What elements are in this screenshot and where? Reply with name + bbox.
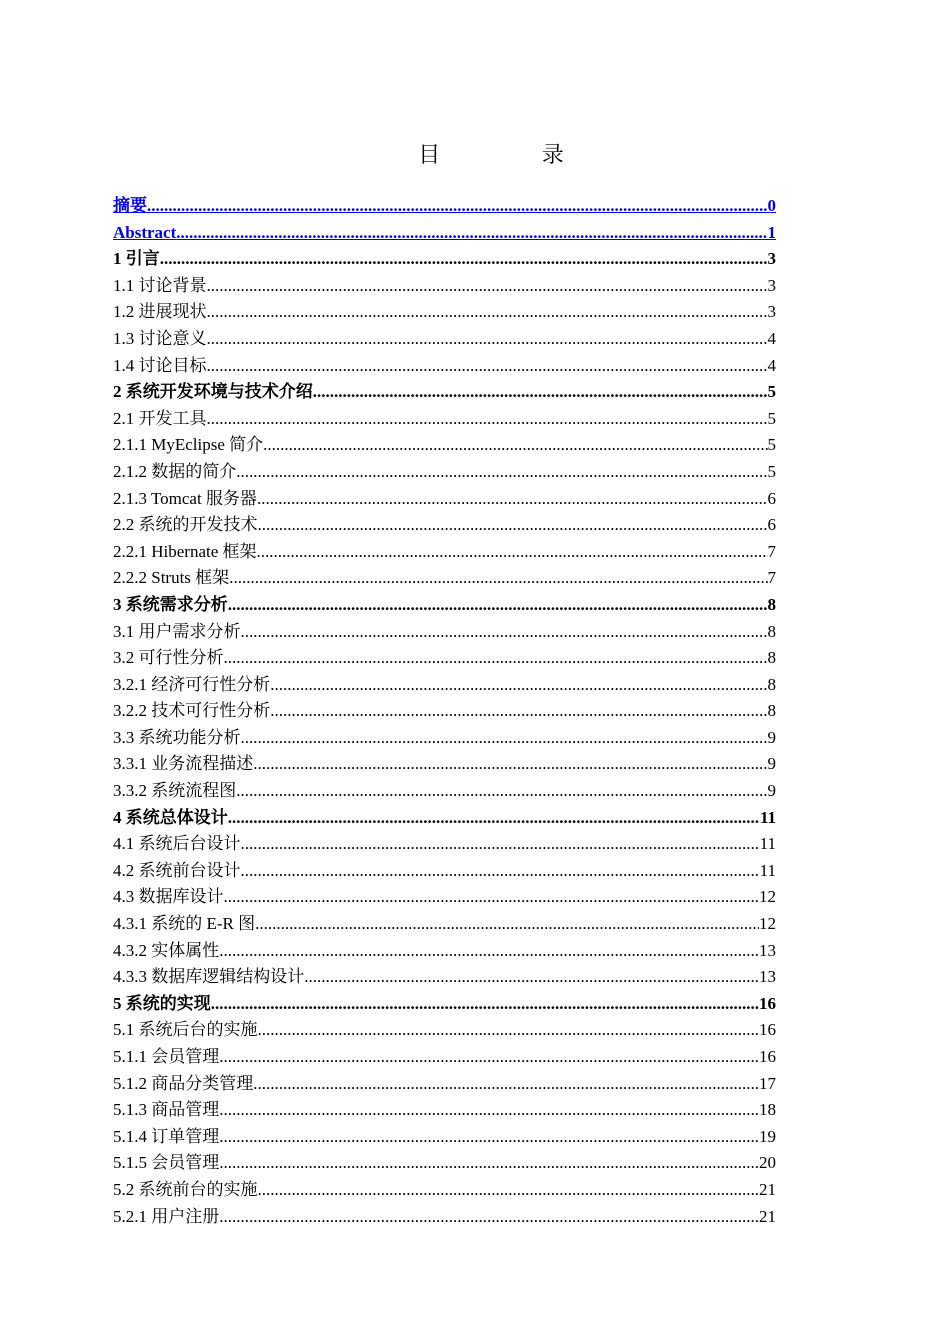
toc-entry <box>113 964 776 991</box>
toc-dot-leader <box>304 964 759 991</box>
toc-entry-label: 5.1.3 商品管理 <box>113 1100 220 1120</box>
toc-entry <box>113 353 776 380</box>
toc-dot-leader <box>207 353 768 380</box>
toc-page-number: 6 <box>767 515 776 535</box>
toc-page-number: 19 <box>759 1126 776 1146</box>
toc-entry <box>113 778 776 805</box>
toc-page-number: 8 <box>767 674 776 694</box>
toc-page-number: 3 <box>767 275 776 295</box>
toc-page-number: 11 <box>759 860 776 880</box>
toc-entry-label: 2.1.2 数据的简介 <box>113 461 237 481</box>
toc-entry <box>113 273 776 300</box>
toc-entry <box>113 1097 776 1124</box>
toc-dot-leader <box>207 273 768 300</box>
toc-dot-leader <box>219 1150 759 1177</box>
toc-entry-label: 3.2.1 经济可行性分析 <box>113 674 271 694</box>
toc-entry-label: 4.3.3 数据库逻辑结构设计 <box>113 967 305 987</box>
toc-dot-leader <box>313 379 768 406</box>
toc-entry-label: 5 系统的实现 <box>113 993 211 1013</box>
toc-entry <box>113 565 776 592</box>
toc-entry <box>113 725 776 752</box>
toc-entry-label: 3.3.1 业务流程描述 <box>113 754 254 774</box>
toc-entry <box>113 512 776 539</box>
toc-entry <box>113 991 776 1018</box>
toc-entry-label: 4.1 系统后台设计 <box>113 834 241 854</box>
toc-entry <box>113 1017 776 1044</box>
toc-page-number: 13 <box>759 940 776 960</box>
toc-page-number: 7 <box>767 541 776 561</box>
toc-page-number: 4 <box>767 355 776 375</box>
toc-entry-label: 2 系统开发环境与技术介绍 <box>113 382 313 402</box>
toc-dot-leader <box>219 938 759 965</box>
toc-entry <box>113 379 776 406</box>
toc-entry-label: 1.3 讨论意义 <box>113 328 207 348</box>
toc-dot-leader <box>258 1177 760 1204</box>
toc-dot-leader <box>211 991 759 1018</box>
toc-dot-leader <box>241 725 768 752</box>
table-of-contents <box>113 193 776 1230</box>
toc-dot-leader <box>147 193 768 220</box>
toc-entry-label: 摘要 <box>113 196 147 215</box>
toc-dot-leader <box>207 299 768 326</box>
toc-page-number: 8 <box>767 594 776 614</box>
toc-dot-leader <box>228 805 760 832</box>
toc-entry <box>113 592 776 619</box>
toc-page-number: 16 <box>759 1047 776 1066</box>
toc-entry-label: 5.2.1 用户注册 <box>113 1206 220 1226</box>
toc-page-number: 20 <box>759 1153 776 1173</box>
toc-entry <box>113 432 776 459</box>
toc-page-number: 1 <box>767 222 776 242</box>
toc-dot-leader <box>224 884 760 911</box>
toc-entry-label: Abstract <box>113 222 177 242</box>
toc-page-number: 9 <box>767 754 776 774</box>
toc-page-number: 13 <box>759 967 776 987</box>
toc-entry-label: 3.1 用户需求分析 <box>113 621 241 641</box>
toc-dot-leader <box>160 246 768 273</box>
toc-entry-label: 2.2.1 Hibernate 框架 <box>113 541 257 561</box>
toc-entry <box>113 619 776 646</box>
toc-dot-leader <box>257 539 768 566</box>
toc-page-number: 11 <box>759 834 776 854</box>
toc-entry <box>113 1204 776 1231</box>
toc-page-number: 0 <box>767 196 776 215</box>
toc-entry-label: 4.3.1 系统的 E-R 图 <box>113 914 256 934</box>
toc-page-number: 11 <box>759 807 776 827</box>
toc-page-number: 16 <box>759 993 776 1013</box>
toc-entry <box>113 1071 776 1098</box>
toc-page-number: 3 <box>767 249 776 269</box>
toc-entry <box>113 884 776 911</box>
toc-entry-label: 3.3 系统功能分析 <box>113 727 241 747</box>
toc-dot-leader <box>207 326 768 353</box>
toc-page-number: 5 <box>767 435 776 455</box>
toc-dot-leader <box>219 1044 759 1071</box>
toc-entry-label: 2.1.3 Tomcat 服务器 <box>113 488 257 508</box>
toc-entry <box>113 751 776 778</box>
toc-entry-label: 1.2 进展现状 <box>113 302 207 322</box>
toc-entry <box>113 1044 776 1071</box>
toc-dot-leader <box>236 778 767 805</box>
toc-page-number: 12 <box>759 887 776 907</box>
toc-entry <box>113 831 776 858</box>
toc-dot-leader <box>258 512 768 539</box>
toc-entry-label: 4 系统总体设计 <box>113 807 228 827</box>
toc-dot-leader <box>253 751 767 778</box>
toc-entry-label: 4.3 数据库设计 <box>113 887 224 907</box>
toc-entry-label: 4.3.2 实体属性 <box>113 940 220 960</box>
toc-page-number: 16 <box>759 1020 776 1040</box>
toc-entry-label: 1.4 讨论目标 <box>113 355 207 375</box>
toc-entry-label: 5.1.5 会员管理 <box>113 1153 220 1173</box>
toc-entry <box>113 805 776 832</box>
toc-entry <box>113 645 776 672</box>
toc-entry-label: 3 系统需求分析 <box>113 594 228 614</box>
toc-dot-leader <box>270 672 767 699</box>
toc-entry-label: 4.2 系统前台设计 <box>113 860 241 880</box>
toc-page-number: 12 <box>759 914 776 934</box>
toc-page-number: 9 <box>767 727 776 747</box>
toc-page-number: 18 <box>759 1100 776 1120</box>
toc-page-number: 3 <box>767 302 776 322</box>
toc-entry-label: 3.2 可行性分析 <box>113 648 224 668</box>
toc-entry[interactable] <box>113 193 776 220</box>
toc-page-number: 21 <box>759 1179 776 1199</box>
toc-dot-leader <box>241 619 768 646</box>
toc-dot-leader <box>176 220 767 247</box>
toc-dot-leader <box>258 1017 760 1044</box>
toc-dot-leader <box>224 645 768 672</box>
toc-entry-label: 2.2.2 Struts 框架 <box>113 568 230 588</box>
toc-dot-leader <box>229 565 767 592</box>
toc-entry-label: 5.1 系统后台的实施 <box>113 1020 258 1040</box>
toc-entry-label: 2.1.1 MyEclipse 简介 <box>113 435 264 455</box>
toc-page-number: 5 <box>767 408 776 428</box>
toc-dot-leader <box>241 831 760 858</box>
toc-entry-label: 1.1 讨论背景 <box>113 275 207 295</box>
toc-page-number: 21 <box>759 1206 776 1226</box>
toc-page-number: 4 <box>767 328 776 348</box>
toc-page-number: 9 <box>767 781 776 801</box>
toc-dot-leader <box>219 1124 759 1151</box>
toc-entry[interactable] <box>113 220 776 247</box>
toc-dot-leader <box>241 858 760 885</box>
toc-entry-label: 1 引言 <box>113 249 160 269</box>
toc-dot-leader <box>257 486 768 513</box>
toc-entry-label: 3.2.2 技术可行性分析 <box>113 701 271 721</box>
toc-entry <box>113 858 776 885</box>
toc-entry <box>113 246 776 273</box>
toc-dot-leader <box>255 911 759 938</box>
toc-dot-leader <box>219 1097 759 1124</box>
toc-dot-leader <box>207 406 768 433</box>
toc-entry-label: 2.2 系统的开发技术 <box>113 515 258 535</box>
toc-title: 目 录 <box>418 142 612 167</box>
toc-entry <box>113 1124 776 1151</box>
toc-page-number: 8 <box>767 621 776 641</box>
toc-entry <box>113 672 776 699</box>
toc-page-number: 7 <box>767 568 776 588</box>
toc-entry <box>113 486 776 513</box>
toc-dot-leader <box>219 1204 759 1231</box>
toc-page-number: 17 <box>759 1073 776 1093</box>
toc-page-number: 8 <box>767 648 776 668</box>
toc-entry-label: 5.1.4 订单管理 <box>113 1126 220 1146</box>
toc-entry-label: 5.1.1 会员管理 <box>113 1047 220 1066</box>
toc-entry <box>113 698 776 725</box>
toc-entry <box>113 938 776 965</box>
toc-page-number: 6 <box>767 488 776 508</box>
toc-dot-leader <box>253 1071 759 1098</box>
toc-dot-leader <box>228 592 768 619</box>
toc-entry <box>113 1150 776 1177</box>
toc-entry-label: 2.1 开发工具 <box>113 408 207 428</box>
toc-entry <box>113 1177 776 1204</box>
toc-dot-leader <box>270 698 767 725</box>
toc-entry <box>113 406 776 433</box>
toc-entry <box>113 459 776 486</box>
toc-entry-label: 3.3.2 系统流程图 <box>113 781 237 801</box>
toc-entry <box>113 911 776 938</box>
toc-page-number: 5 <box>767 461 776 481</box>
toc-entry-label: 5.1.2 商品分类管理 <box>113 1073 254 1093</box>
toc-page-number: 5 <box>767 382 776 402</box>
toc-entry <box>113 326 776 353</box>
toc-page-number: 8 <box>767 701 776 721</box>
toc-dot-leader <box>263 432 767 459</box>
toc-entry <box>113 299 776 326</box>
toc-entry-label: 5.2 系统前台的实施 <box>113 1179 258 1199</box>
toc-entry <box>113 539 776 566</box>
toc-dot-leader <box>236 459 767 486</box>
